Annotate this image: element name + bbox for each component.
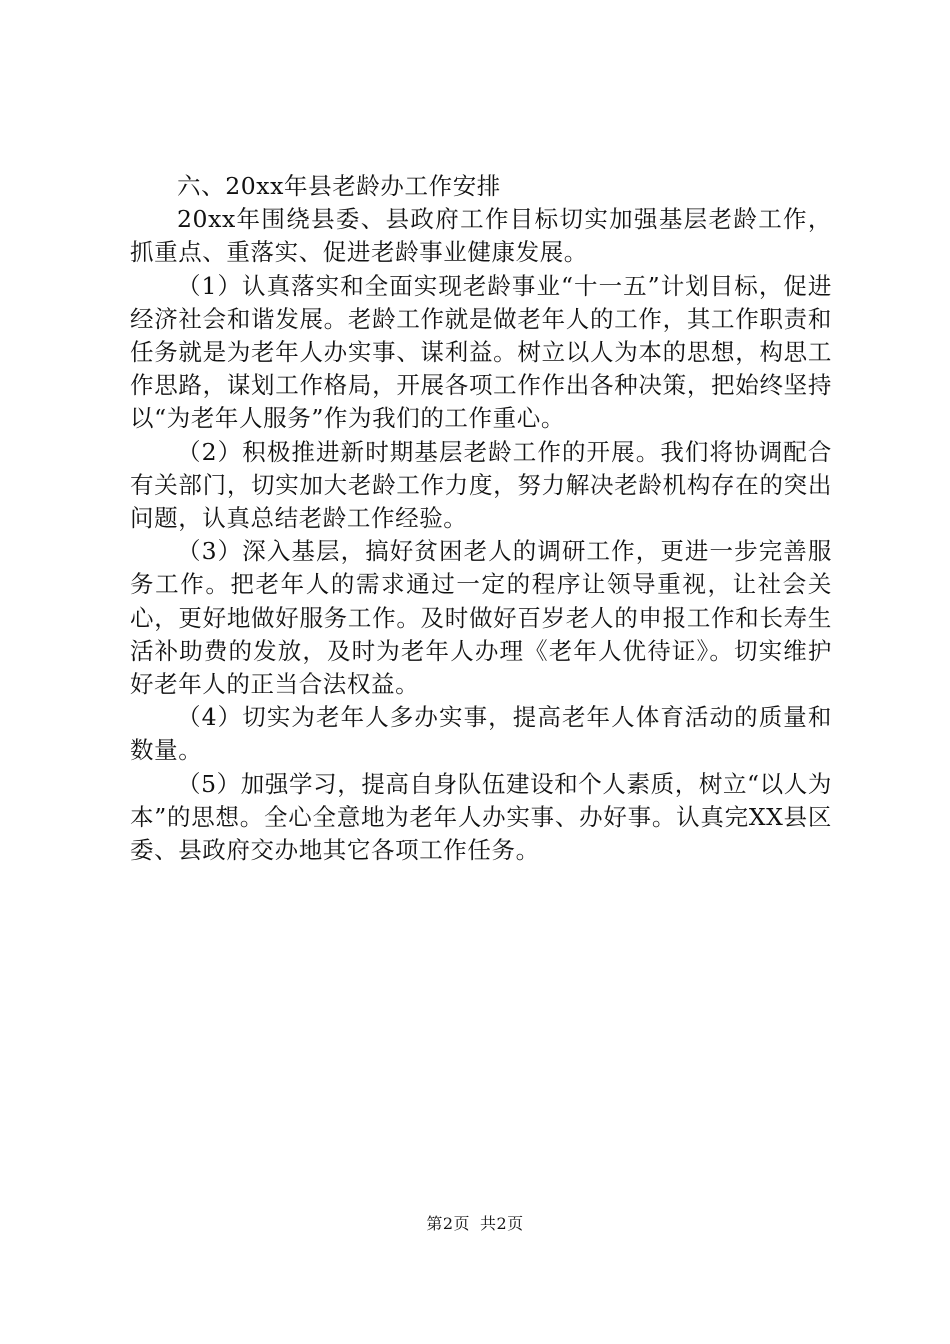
paragraph-item-3: （3）深入基层，搞好贫困老人的调研工作，更进一步完善服务工作。把老年人的需求通过一定的程序让领导重视，让社会关心，更好地做好服务工作。及时做好百岁老人的申报工作和长寿生活补助费的发放，及时为老年人办理《老年人优待证》。切实维护好老年人的正当合法权益。 [130,537,832,699]
paragraph-intro: 20xx年围绕县委、县政府工作目标切实加强基层老龄工作，抓重点、重落实、促进老龄事业健康发展。 [130,205,832,267]
paragraph-item-5: （5）加强学习，提高自身队伍建设和个人素质，树立“以人为本”的思想。全心全意地为老年人办实事、办好事。认真完XX县区委、县政府交办地其它各项工作任务。 [130,769,832,865]
page-number-current: 第2页 [426,1214,470,1233]
page-footer [0,1213,950,1235]
section-heading: 六、20xx年县老龄办工作安排 [177,172,501,200]
document-body [130,170,832,867]
paragraph-item-4: （4）切实为老年人多办实事，提高老年人体育活动的质量和数量。 [130,703,832,765]
paragraph-item-2: （2）积极推进新时期基层老龄工作的开展。我们将协调配合有关部门，切实加大老龄工作力度，努力解决老龄机构存在的突出问题，认真总结老龄工作经验。 [130,437,832,533]
page-number-total: 共2页 [480,1214,524,1233]
paragraph-item-1: （1）认真落实和全面实现老龄事业“十一五”计划目标，促进经济社会和谐发展。老龄工作就是做老年人的工作，其工作职责和任务就是为老年人办实事、谋利益。树立以人为本的思想，构思工作思路，谋划工作格局，开展各项工作作出各种决策，把始终坚持以“为老年人服务”作为我们的工作重心。 [130,271,832,433]
